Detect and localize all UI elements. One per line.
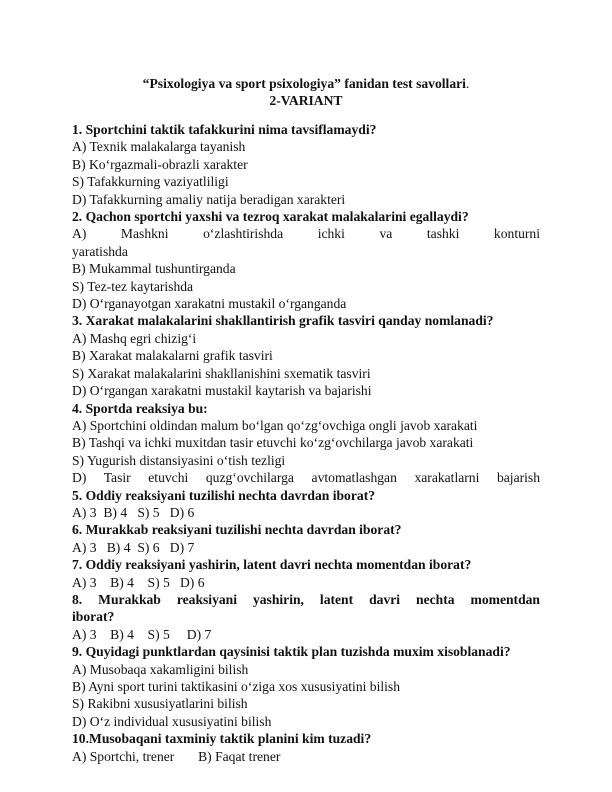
question-8: 8. Murakkab reaksiyani yashirin, latent davri nechta momentdan — [72, 591, 540, 607]
question-7-options: A) 3 B) 4 S) 5 D) 6 — [72, 574, 205, 590]
question-2-option-a: A) Mashkni o‘zlashtirishda ichki va tashki konturni — [72, 226, 540, 242]
question-2-option-d: D) O‘rganayotgan xarakatni mustakil o‘rganganda — [72, 296, 347, 312]
question-1: 1. Sportchini taktik tafakkurini nima tavsiflamaydi? — [72, 122, 377, 137]
question-9-option-b: B) Ayni sport turini taktikasini o‘ziga xos xususiyatini bilish — [72, 679, 401, 694]
question-3-option-d: D) O‘rgangan xarakatni mustakil kaytarish va bajarishi — [72, 383, 372, 399]
question-3-option-b: B) Xarakat malakalarni grafik tasviri — [72, 348, 273, 364]
document-title — [72, 75, 540, 92]
question-6-options: A) 3 B) 4 S) 6 D) 7 — [72, 539, 195, 555]
question-7: 7. Oddiy reaksiyani yashirin, latent davri nechta momentdan iborat? — [72, 557, 472, 573]
question-9-option-d: D) O‘z individual xususiyatini bilish — [72, 713, 272, 729]
question-2-option-s: S) Tez-tez kaytarishda — [72, 278, 194, 294]
question-1-option-a: A) Texnik malakalarga tayanish — [72, 139, 246, 155]
question-9-option-s: S) Rakibni xususiyatlarini bilish — [72, 696, 248, 712]
question-8-cont: iborat? — [72, 609, 115, 625]
question-6: 6. Murakkab reaksiyani tuzilishi nechta davrdan iborat? — [72, 522, 402, 538]
question-4-option-b: B) Tashqi va ichki muxitdan tasir etuvchi ko‘zg‘ovchilarga javob xarakati — [72, 435, 474, 451]
question-2-option-b: B) Mukammal tushuntirganda — [72, 261, 236, 277]
question-1-option-s: S) Tafakkurning vaziyatliligi — [72, 174, 229, 190]
variant-label: 2-VARIANT — [269, 93, 343, 108]
question-2-option-a-cont: yaratishda — [72, 243, 128, 259]
question-5: 5. Oddiy reaksiyani tuzilishi nechta davrdan iborat? — [72, 487, 376, 503]
question-1-option-b: B) Ko‘rgazmali-obrazli xarakter — [72, 156, 248, 172]
question-1-option-d: D) Tafakkurning amaliy natija beradigan xarakteri — [72, 191, 346, 207]
question-10-options: A) Sportchi, trener B) Faqat trener — [72, 748, 281, 764]
question-4-option-s: S) Yugurish distansiyasini o‘tish tezligi — [72, 452, 286, 468]
question-8-options: A) 3 B) 4 S) 5 D) 7 — [72, 626, 212, 642]
question-9: 9. Quyidagi punktlardan qaysinisi taktik plan tuzishda muxim xisoblanadi? — [72, 644, 511, 660]
question-3: 3. Xarakat malakalarini shakllantirish grafik tasviri qanday nomlanadi? — [72, 313, 494, 329]
question-2: 2. Qachon sportchi yaxshi va tezroq xarakat malakalarini egallaydi? — [72, 209, 469, 225]
question-3-option-a: A) Mashq egri chizig‘i — [72, 330, 197, 346]
question-9-option-a: A) Musobaqa xakamligini bilish — [72, 661, 249, 677]
question-4-option-d: D) Tasir etuvchi quzg‘ovchilarga avtomatlashgan xarakatlarni bajarish — [72, 470, 540, 486]
questions-list — [72, 121, 540, 765]
question-5-options: A) 3 B) 4 S) 5 D) 6 — [72, 504, 195, 520]
question-4: 4. Sportda reaksiya bu: — [72, 400, 208, 416]
question-10: 10.Musobaqani taxminiy taktik planini kim tuzadi? — [72, 731, 372, 747]
title-text: “Psixologiya va sport psixologiya” fanidan test savollari — [142, 76, 466, 91]
title-dot: . — [465, 76, 470, 91]
question-4-option-a: A) Sportchini oldindan malum bo‘lgan qo‘zg‘ovchiga ongli javob xarakati — [72, 417, 478, 433]
question-3-option-s: S) Xarakat malakalarini shakllanishini sxematik tasviri — [72, 365, 371, 381]
